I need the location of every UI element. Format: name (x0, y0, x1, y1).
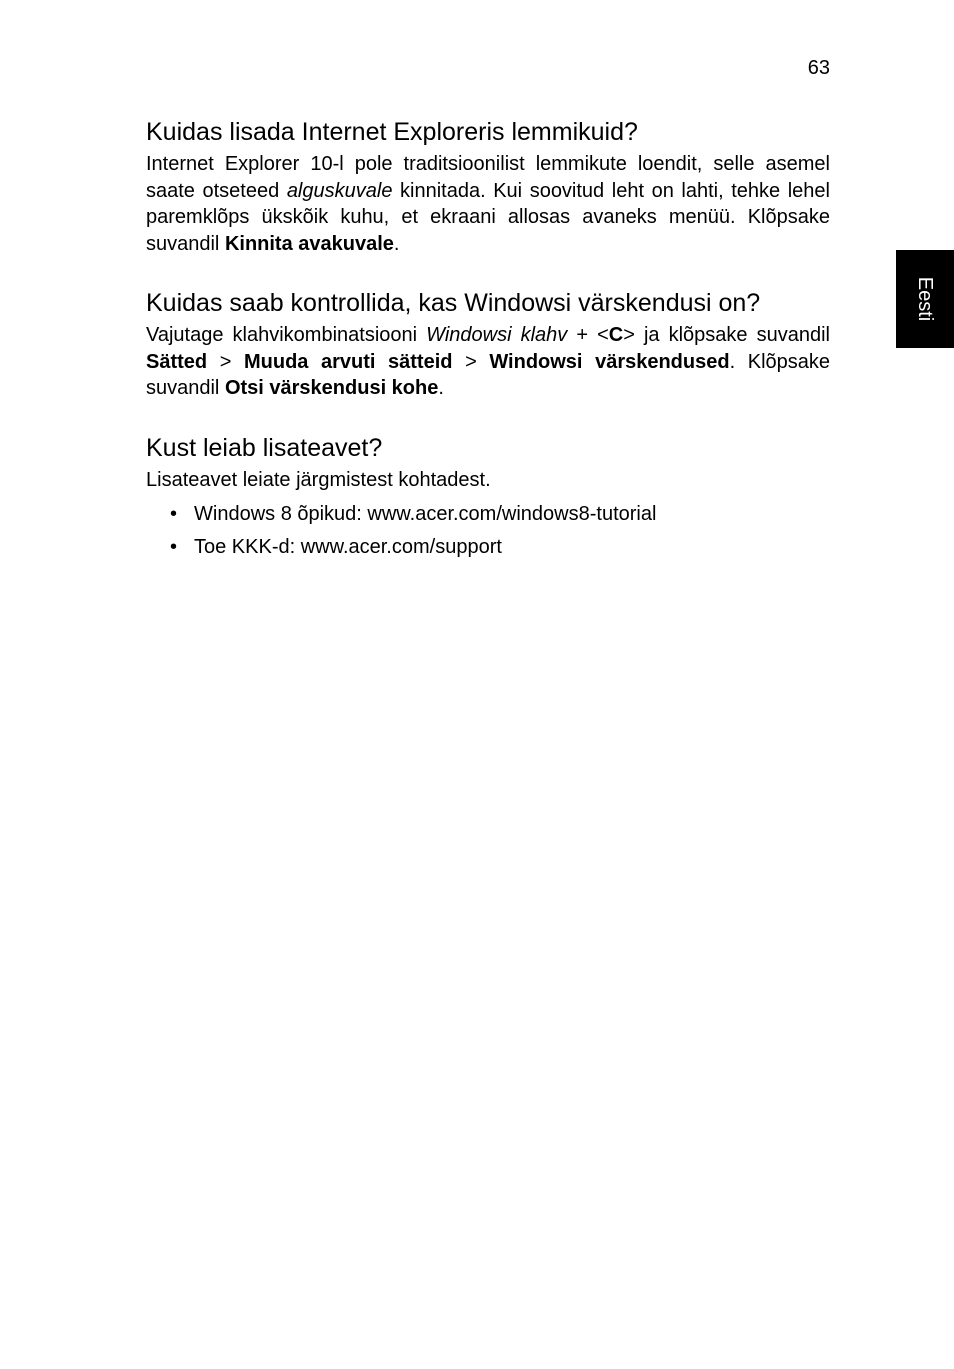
text-run: . (438, 377, 444, 399)
italic-term: Windowsi klahv (426, 324, 568, 346)
section-heading: Kust leiab lisateavet? (146, 433, 383, 462)
info-list (146, 501, 830, 560)
bullet-icon: • (170, 536, 178, 558)
bold-term: Otsi värskendusi kohe (224, 377, 439, 399)
bold-term: Muuda arvuti sätteid (243, 350, 453, 373)
page-number: 63 (807, 57, 830, 79)
section-windows-updates (146, 285, 830, 402)
section-paragraph (146, 151, 830, 257)
list-item-text: Toe KKK-d: www.acer.com/support (194, 536, 502, 558)
list-item (146, 501, 830, 527)
text-run: Internet Explorer 10-l pole traditsioonilist lemmikute loendit, selle asemel saate otseteed (146, 153, 830, 202)
page-content (146, 114, 830, 588)
section-heading: Kuidas saab kontrollida, kas Windowsi värskendusi on? (146, 289, 761, 317)
text-run: > (452, 350, 490, 373)
italic-term: alguskuvale (286, 179, 393, 202)
text-run: + < (567, 324, 609, 346)
text-run: > (207, 350, 244, 373)
text-run: . (393, 232, 400, 255)
bold-term: Windowsi värskendused (489, 350, 730, 373)
language-tab (896, 250, 954, 348)
bold-term: Kinnita avakuvale (224, 232, 394, 255)
list-item (146, 534, 830, 560)
section-favorites (146, 114, 830, 257)
bold-key: C (608, 324, 624, 346)
list-item-text: Windows 8 õpikud: www.acer.com/windows8-tutorial (194, 503, 657, 525)
section-paragraph (146, 322, 830, 402)
language-tab-label: Eesti (914, 276, 936, 322)
bullet-icon: • (170, 503, 178, 525)
section-more-info (146, 430, 830, 561)
bold-term: Sätted (146, 350, 208, 373)
text-run: kinnitada. Kui soovitud leht on lahti, tehke lehel paremklõps ükskõik kuhu, et ekraani allosas avaneks menüü. Klõpsake suvandil (146, 179, 830, 255)
section-paragraph: Lisateavet leiate järgmistest kohtadest. (146, 468, 491, 491)
text-run: Vajutage klahvikombinatsiooni (146, 324, 427, 346)
section-heading: Kuidas lisada Internet Exploreris lemmikuid? (146, 118, 638, 146)
text-run: . Klõpsake suvandil (146, 350, 831, 399)
text-run: > ja klõpsake suvandil (623, 324, 830, 346)
